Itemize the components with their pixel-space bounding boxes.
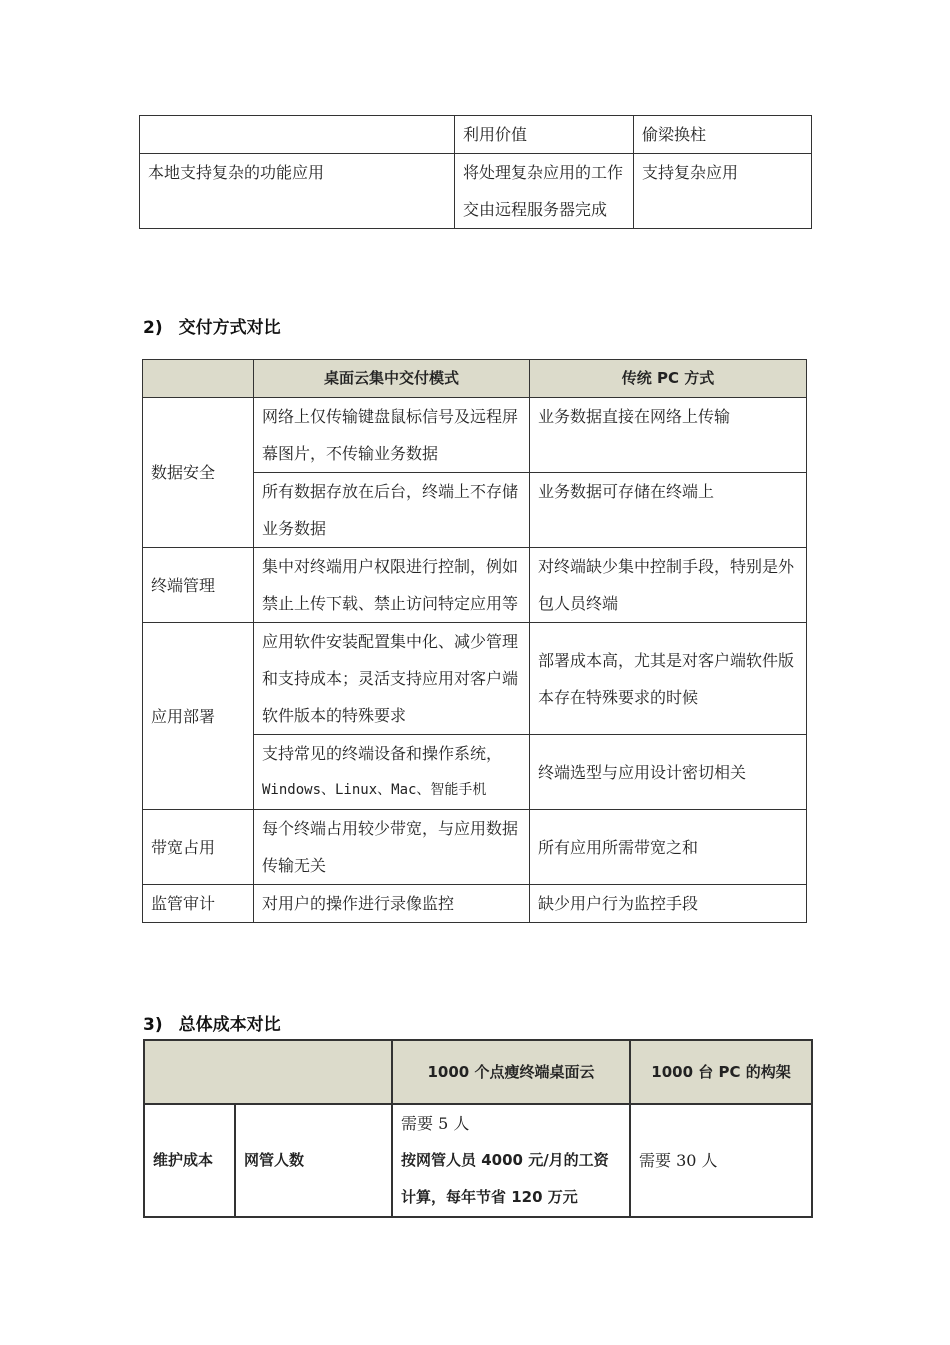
table-cell [392, 1104, 630, 1217]
cell-line: 按网管人员 4000 元/月的工资计算，每年节省 120 万元 [401, 1151, 609, 1206]
cell-line: 需要 5 人 [401, 1114, 470, 1133]
column-header: 1000 台 PC 的构架 [630, 1040, 812, 1104]
table-cell: 所有应用所需带宽之和 [530, 810, 807, 885]
table-header-row [143, 360, 807, 398]
row-category: 终端管理 [143, 548, 254, 623]
table-cell: 部署成本高，尤其是对客户端软件版本存在特殊要求的时候 [530, 623, 807, 735]
feature-table [139, 115, 812, 229]
table-cell: 本地支持复杂的功能应用 [140, 154, 455, 229]
table-row [143, 885, 807, 923]
column-header: 桌面云集中交付模式 [254, 360, 530, 398]
table-cell: 每个终端占用较少带宽，与应用数据传输无关 [254, 810, 530, 885]
table-cell: 支持复杂应用 [634, 154, 812, 229]
table-header-row [144, 1040, 812, 1104]
table-row [143, 398, 807, 473]
table-cell: 业务数据可存储在终端上 [530, 473, 807, 548]
delivery-comparison-table [142, 359, 807, 923]
section-number: 2) [143, 318, 163, 338]
table-cell: 对终端缺少集中控制手段，特别是外包人员终端 [530, 548, 807, 623]
column-header [143, 360, 254, 398]
row-category: 带宽占用 [143, 810, 254, 885]
column-header: 1000 个点瘦终端桌面云 [392, 1040, 630, 1104]
row-category: 数据安全 [143, 398, 254, 548]
table-cell: 将处理复杂应用的工作交由远程服务器完成 [455, 154, 634, 229]
table-cell: 业务数据直接在网络上传输 [530, 398, 807, 473]
table-cell: 偷梁换柱 [634, 116, 812, 154]
table-cell [140, 116, 455, 154]
cell-line: 支持常见的终端设备和操作系统， [262, 744, 503, 763]
table-cell: 缺少用户行为监控手段 [530, 885, 807, 923]
table-row [143, 548, 807, 623]
section-number: 3) [143, 1015, 163, 1035]
section-title: 总体成本对比 [178, 1015, 281, 1035]
table-cell: 网络上仅传输键盘鼠标信号及远程屏幕图片，不传输业务数据 [254, 398, 530, 473]
table-cell: 所有数据存放在后台，终端上不存储业务数据 [254, 473, 530, 548]
table-cell [254, 735, 530, 810]
section-heading [143, 1010, 281, 1035]
row-category: 应用部署 [143, 623, 254, 810]
table-cell: 利用价值 [455, 116, 634, 154]
row-category: 维护成本 [144, 1104, 235, 1217]
column-header [144, 1040, 392, 1104]
row-category: 监管审计 [143, 885, 254, 923]
column-header: 传统 PC 方式 [530, 360, 807, 398]
table-cell: 需要 30 人 [630, 1104, 812, 1217]
table-cell: 应用软件安装配置集中化、减少管理和支持成本；灵活支持应用对客户端软件版本的特殊要求 [254, 623, 530, 735]
cost-comparison-table [143, 1039, 813, 1218]
cell-line: Windows、Linux、Mac、智能手机 [262, 782, 487, 798]
row-item: 网管人数 [235, 1104, 392, 1217]
table-row [143, 810, 807, 885]
section-title: 交付方式对比 [178, 318, 281, 338]
table-row [144, 1104, 812, 1217]
table-row [140, 154, 812, 229]
table-row [140, 116, 812, 154]
table-row [143, 623, 807, 735]
table-cell: 终端选型与应用设计密切相关 [530, 735, 807, 810]
section-heading [143, 313, 281, 338]
table-cell: 集中对终端用户权限进行控制，例如禁止上传下载、禁止访问特定应用等 [254, 548, 530, 623]
table-cell: 对用户的操作进行录像监控 [254, 885, 530, 923]
